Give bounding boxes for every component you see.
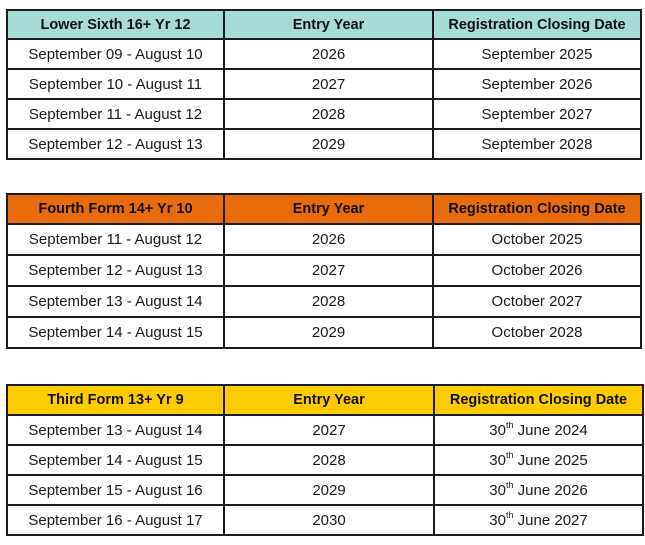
entry-year-cell: 2026	[224, 224, 433, 255]
closing-month-year: June 2027	[513, 511, 588, 529]
table-row	[7, 224, 641, 255]
dob-range-cell: September 12 - August 13	[7, 129, 224, 159]
closing-day: 30	[489, 481, 506, 499]
closing-date-cell: October 2028	[433, 317, 641, 348]
table-row	[7, 317, 641, 348]
header-cell-entry-year: Entry Year	[224, 385, 434, 415]
table-row	[7, 99, 641, 129]
closing-date-cell	[434, 475, 643, 505]
entry-year-cell: 2029	[224, 475, 434, 505]
closing-month-year: June 2026	[513, 481, 588, 499]
header-cell-entry-year: Entry Year	[224, 10, 433, 39]
closing-day: 30	[489, 451, 506, 469]
entry-year-cell: 2027	[224, 255, 433, 286]
table-row	[7, 69, 641, 99]
closing-date-cell: September 2026	[433, 69, 641, 99]
table-header-row	[7, 385, 643, 415]
ordinal-suffix: th	[505, 479, 514, 490]
entry-year-cell: 2027	[224, 69, 433, 99]
entry-year-cell: 2030	[224, 505, 434, 535]
dob-range-cell: September 16 - August 17	[7, 505, 224, 535]
entry-year-cell: 2028	[224, 445, 434, 475]
lower-sixth-table	[6, 9, 642, 160]
ordinal-suffix: th	[505, 419, 514, 430]
closing-date-cell	[434, 415, 643, 445]
dob-range-cell: September 15 - August 16	[7, 475, 224, 505]
dob-range-cell: September 09 - August 10	[7, 39, 224, 69]
ordinal-suffix: th	[505, 509, 514, 520]
header-cell-closing-date: Registration Closing Date	[433, 10, 641, 39]
table-row	[7, 505, 643, 535]
table-row	[7, 415, 643, 445]
third-form-table	[6, 384, 644, 536]
table-row	[7, 255, 641, 286]
table-header-row	[7, 10, 641, 39]
closing-date-cell	[434, 445, 643, 475]
dob-range-cell: September 13 - August 14	[7, 286, 224, 317]
closing-date-cell: October 2027	[433, 286, 641, 317]
entry-year-cell: 2029	[224, 317, 433, 348]
entry-year-cell: 2027	[224, 415, 434, 445]
dob-range-cell: September 11 - August 12	[7, 99, 224, 129]
fourth-form-table	[6, 193, 642, 349]
header-cell-year-group: Third Form 13+ Yr 9	[7, 385, 224, 415]
closing-date-cell: September 2028	[433, 129, 641, 159]
table-row	[7, 445, 643, 475]
dob-range-cell: September 14 - August 15	[7, 445, 224, 475]
entry-year-cell: 2026	[224, 39, 433, 69]
closing-month-year: June 2024	[513, 421, 588, 439]
entry-year-cell: 2028	[224, 99, 433, 129]
table-header-row	[7, 194, 641, 224]
closing-date-cell	[434, 505, 643, 535]
table-row	[7, 39, 641, 69]
entry-year-cell: 2028	[224, 286, 433, 317]
table-row	[7, 475, 643, 505]
table-row	[7, 129, 641, 159]
closing-date-cell: October 2025	[433, 224, 641, 255]
closing-day: 30	[489, 511, 506, 529]
closing-day: 30	[489, 421, 506, 439]
header-cell-year-group: Lower Sixth 16+ Yr 12	[7, 10, 224, 39]
entry-year-cell: 2029	[224, 129, 433, 159]
dob-range-cell: September 10 - August 11	[7, 69, 224, 99]
ordinal-suffix: th	[505, 449, 514, 460]
header-cell-entry-year: Entry Year	[224, 194, 433, 224]
closing-date-cell: September 2027	[433, 99, 641, 129]
closing-month-year: June 2025	[513, 451, 588, 469]
dob-range-cell: September 11 - August 12	[7, 224, 224, 255]
closing-date-cell: September 2025	[433, 39, 641, 69]
header-cell-closing-date: Registration Closing Date	[434, 385, 643, 415]
dob-range-cell: September 13 - August 14	[7, 415, 224, 445]
closing-date-cell: October 2026	[433, 255, 641, 286]
table-row	[7, 286, 641, 317]
header-cell-closing-date: Registration Closing Date	[433, 194, 641, 224]
dob-range-cell: September 12 - August 13	[7, 255, 224, 286]
header-cell-year-group: Fourth Form 14+ Yr 10	[7, 194, 224, 224]
dob-range-cell: September 14 - August 15	[7, 317, 224, 348]
